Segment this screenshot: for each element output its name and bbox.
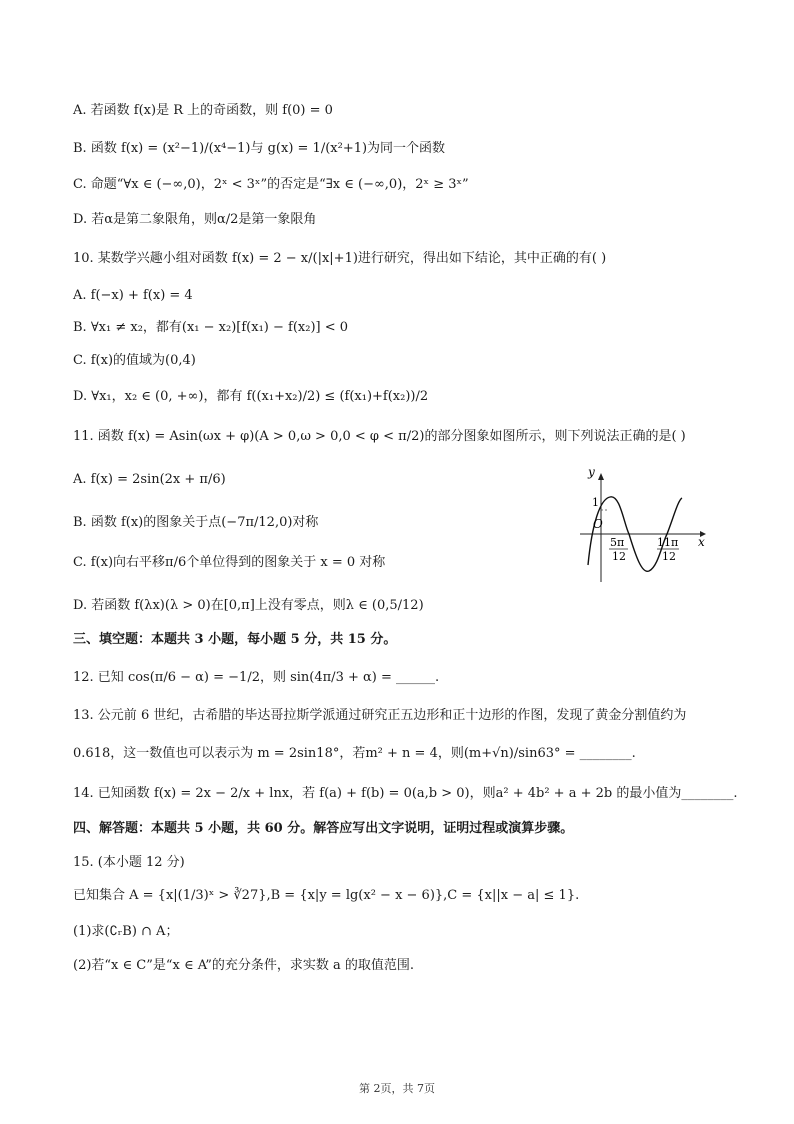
q15-stem: 已知集合 A = {x|(1/3)ˣ > ∛27},B = {x|y = lg(x² − x − 6)},C = {x||x − a| ≤ 1}.: [73, 888, 580, 903]
origin-label: O: [593, 517, 603, 531]
q15-part-2: (2)若“x ∈ C”是“x ∈ A”的充分条件，求实数 a 的取值范围.: [73, 958, 415, 973]
q10-option-a: A. f(−x) + f(x) = 4: [73, 288, 193, 303]
q10-stem: 10. 某数学兴趣小组对函数 f(x) = 2 − x/(|x|+1)进行研究，得出如下结论，其中正确的有( ): [73, 251, 607, 266]
q15-part-1: (1)求(∁ᵣB) ∩ A；: [73, 924, 179, 939]
q10-option-b: B. ∀x₁ ≠ x₂，都有(x₁ − x₂)[f(x₁) − f(x₂)] < 0: [73, 320, 349, 335]
tick-11pi-num: 11π: [657, 536, 679, 549]
q9-option-a: A. 若函数 f(x)是 R 上的奇函数，则 f(0) = 0: [73, 103, 333, 118]
q9-option-c: C. 命题“∀x ∈ (−∞,0)，2ˣ < 3ˣ”的否定是“∃x ∈ (−∞,0)，2ˣ ≥ 3ˣ”: [73, 177, 469, 192]
one-label: 1: [592, 496, 599, 509]
section-3-heading: 三、填空题：本题共 3 小题，每小题 5 分，共 15 分。: [73, 632, 397, 647]
y-axis-label: y: [588, 465, 595, 479]
q10-option-d: D. ∀x₁，x₂ ∈ (0, +∞)，都有 f((x₁+x₂)/2) ≤ (f(x₁)+f(x₂))/2: [73, 389, 429, 404]
q13-line2: 0.618，这一数值也可以表示为 m = 2sin18°，若m² + n = 4，则(m+√n)/sin63° = ________.: [73, 746, 636, 761]
q11-option-a: A. f(x) = 2sin(2x + π/6): [73, 472, 226, 487]
q12: 12. 已知 cos(π/6 − α) = −1/2，则 sin(4π/3 + α) = ______.: [73, 670, 440, 685]
page-footer: 第 2页，共 7页: [359, 1082, 435, 1095]
tick-11pi-den: 12: [662, 550, 676, 563]
q15-header: 15. (本小题 12 分): [73, 855, 185, 870]
q10-option-c: C. f(x)的值域为(0,4): [73, 353, 196, 368]
section-4-heading: 四、解答题：本题共 5 小题，共 60 分。解答应写出文字说明，证明过程或演算步骤。: [73, 821, 574, 836]
q14: 14. 已知函数 f(x) = 2x − 2/x + lnx，若 f(a) + f(b) = 0(a,b > 0)，则a² + 4b² + a + 2b 的最小值为________.: [73, 786, 738, 801]
q11-option-c: C. f(x)向右平移π/6个单位得到的图象关于 x = 0 对称: [73, 555, 386, 570]
tick-5pi-num: 5π: [610, 536, 625, 549]
q11-stem: 11. 函数 f(x) = Asin(ωx + φ)(A > 0,ω > 0,0 < φ < π/2)的部分图象如图所示，则下列说法正确的是( ): [73, 429, 686, 444]
sine-graph: [574, 464, 710, 584]
q11-option-d: D. 若函数 f(λx)(λ > 0)在[0,π]上没有零点，则λ ∈ (0,5/12): [73, 598, 424, 613]
y-axis-arrow: [598, 473, 604, 480]
q11-option-b: B. 函数 f(x)的图象关于点(−7π/12,0)对称: [73, 515, 319, 530]
q9-option-b: B. 函数 f(x) = (x²−1)/(x⁴−1)与 g(x) = 1/(x²+1)为同一个函数: [73, 141, 446, 156]
q13-line1: 13. 公元前 6 世纪，古希腊的毕达哥拉斯学派通过研究正五边形和正十边形的作图，发现了黄金分割值约为: [73, 708, 687, 723]
x-axis-label: x: [698, 535, 705, 549]
tick-5pi-den: 12: [612, 550, 626, 563]
q9-option-d: D. 若α是第二象限角，则α/2是第一象限角: [73, 212, 317, 227]
